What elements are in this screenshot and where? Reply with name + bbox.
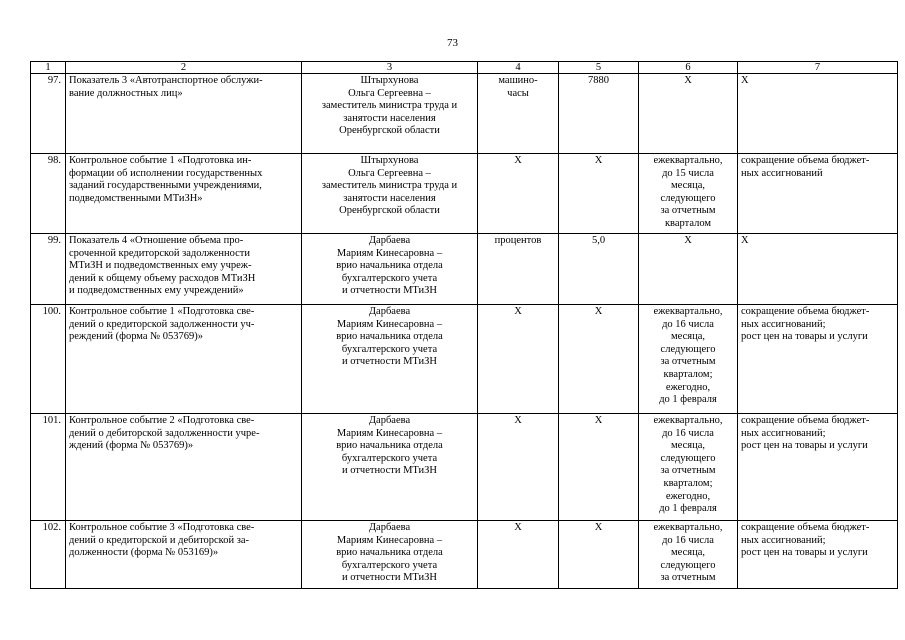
- table-row: [31, 234, 898, 305]
- row-unit: Х: [478, 414, 559, 521]
- row-responsible: Штырхунова Ольга Сергеевна – заместитель министра труда и занятости населения Оренбургской области: [302, 154, 478, 234]
- row-name: Контрольное событие 3 «Подготовка све- дений о кредиторской и дебиторской за- долженности (форма № 053169)»: [66, 521, 302, 589]
- column-header: 5: [559, 62, 639, 74]
- row-unit: машино- часы: [478, 74, 559, 154]
- row-number: 101.: [31, 414, 66, 521]
- row-unit: процентов: [478, 234, 559, 305]
- row-number: 102.: [31, 521, 66, 589]
- row-value: Х: [559, 521, 639, 589]
- row-unit: Х: [478, 305, 559, 414]
- row-value: 5,0: [559, 234, 639, 305]
- row-number: 100.: [31, 305, 66, 414]
- row-period: ежеквартально, до 16 числа месяца, следующего за отчетным кварталом; ежегодно, до 1 февраля: [639, 305, 738, 414]
- row-unit: Х: [478, 154, 559, 234]
- row-number: 97.: [31, 74, 66, 154]
- row-risks: Х: [738, 74, 898, 154]
- table-row: [31, 521, 898, 589]
- row-period: ежеквартально, до 16 числа месяца, следующего за отчетным кварталом; ежегодно, до 1 февраля: [639, 414, 738, 521]
- row-number: 98.: [31, 154, 66, 234]
- table-row: [31, 414, 898, 521]
- row-period: Х: [639, 74, 738, 154]
- column-header: 4: [478, 62, 559, 74]
- row-responsible: Дарбаева Мариям Кинесаровна – врио начальника отдела бухгалтерского учета и отчетности МТиЗН: [302, 305, 478, 414]
- row-period: ежеквартально, до 16 числа месяца, следующего за отчетным: [639, 521, 738, 589]
- row-value: Х: [559, 414, 639, 521]
- row-name: Показатель 4 «Отношение объема про- сроченной кредиторской задолженности МТиЗН и подведомственных ему учреж- дений к общему объему расходов МТиЗН и подведомственных ему учреждений»: [66, 234, 302, 305]
- row-value: Х: [559, 154, 639, 234]
- row-name: Показатель 3 «Автотранспортное обслужи- вание должностных лиц»: [66, 74, 302, 154]
- row-value: Х: [559, 305, 639, 414]
- row-risks: сокращение объема бюджет- ных ассигнований; рост цен на товары и услуги: [738, 414, 898, 521]
- table-row: [31, 305, 898, 414]
- row-responsible: Штырхунова Ольга Сергеевна – заместитель министра труда и занятости населения Оренбургской области: [302, 74, 478, 154]
- page-number: 73: [447, 37, 458, 49]
- row-unit: Х: [478, 521, 559, 589]
- row-responsible: Дарбаева Мариям Кинесаровна – врио начальника отдела бухгалтерского учета и отчетности МТиЗН: [302, 414, 478, 521]
- row-responsible: Дарбаева Мариям Кинесаровна – врио начальника отдела бухгалтерского учета и отчетности МТиЗН: [302, 234, 478, 305]
- table-row: [31, 154, 898, 234]
- row-period: ежеквартально, до 15 числа месяца, следующего за отчетным кварталом: [639, 154, 738, 234]
- column-header: 7: [738, 62, 898, 74]
- row-risks: сокращение объема бюджет- ных ассигнований; рост цен на товары и услуги: [738, 521, 898, 589]
- row-risks: Х: [738, 234, 898, 305]
- row-responsible: Дарбаева Мариям Кинесаровна – врио начальника отдела бухгалтерского учета и отчетности МТиЗН: [302, 521, 478, 589]
- row-number: 99.: [31, 234, 66, 305]
- column-header: 2: [66, 62, 302, 74]
- row-name: Контрольное событие 1 «Подготовка ин- формации об исполнении государственных заданий государственными учреждениями, подведомственными МТиЗН»: [66, 154, 302, 234]
- column-header: 1: [31, 62, 66, 74]
- table-row: [31, 74, 898, 154]
- row-period: Х: [639, 234, 738, 305]
- row-name: Контрольное событие 2 «Подготовка све- дений о дебиторской задолженности учре- ждений (форма № 053769)»: [66, 414, 302, 521]
- column-header: 6: [639, 62, 738, 74]
- column-header: 3: [302, 62, 478, 74]
- row-value: 7880: [559, 74, 639, 154]
- row-risks: сокращение объема бюджет- ных ассигнований; рост цен на товары и услуги: [738, 305, 898, 414]
- plan-table: [30, 61, 898, 589]
- row-risks: сокращение объема бюджет- ных ассигнований: [738, 154, 898, 234]
- column-number-row: [31, 62, 898, 74]
- row-name: Контрольное событие 1 «Подготовка све- дений о кредиторской задолженности уч- реждений (форма № 053769)»: [66, 305, 302, 414]
